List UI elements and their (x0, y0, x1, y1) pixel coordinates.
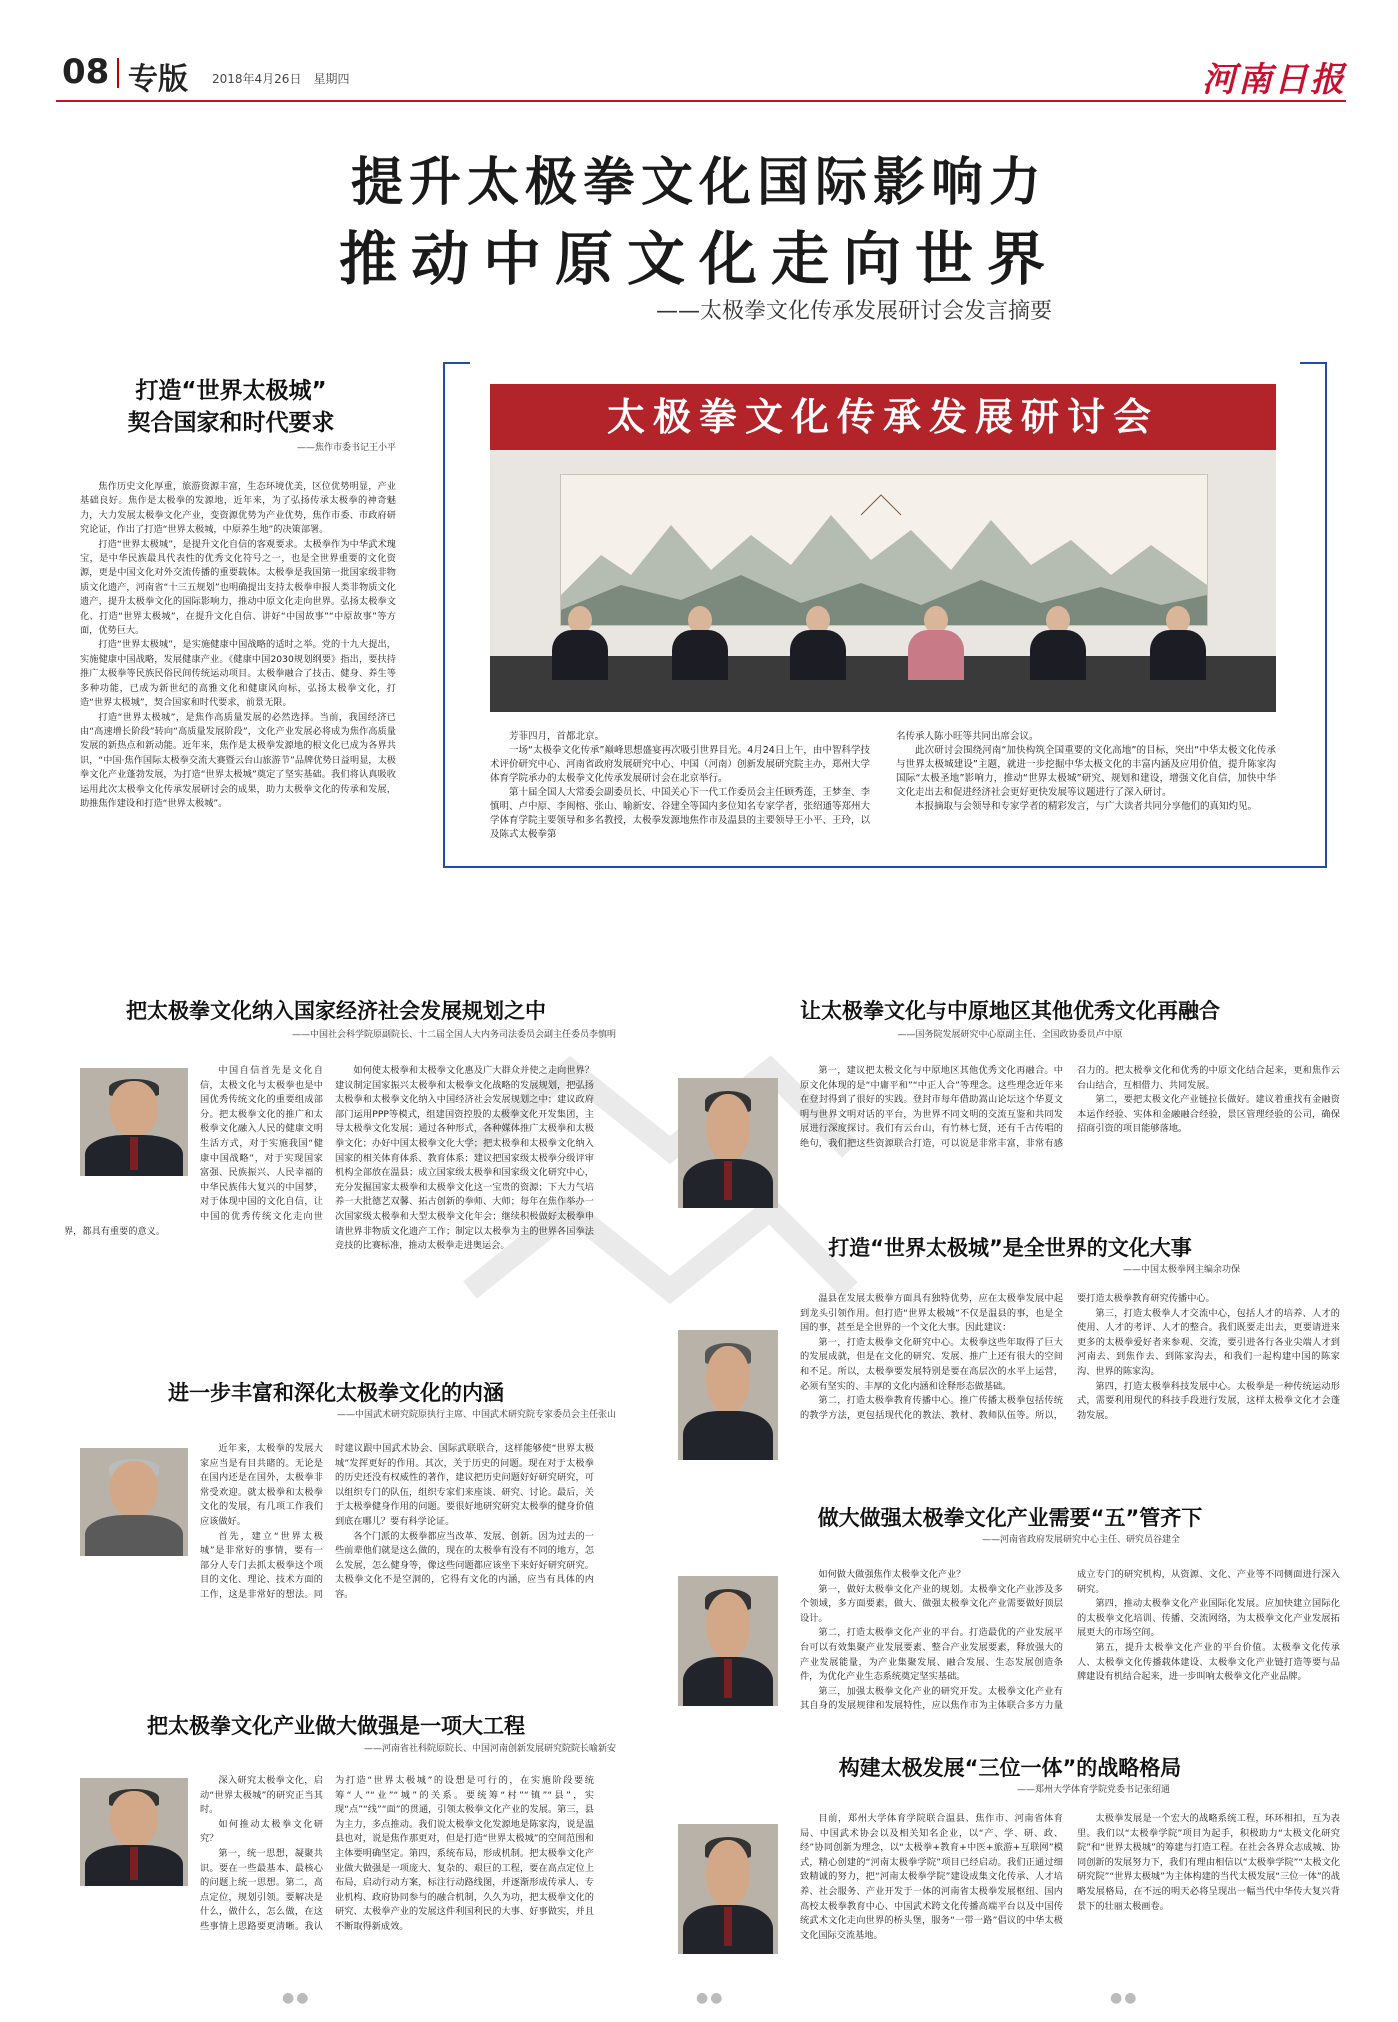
page-number: 08 (62, 52, 110, 92)
article-byline: ——国务院发展研究中心原副主任、全国政协委员卢中原 (897, 1030, 1123, 1040)
article-byline: ——中国武术研究院原执行主席、中国武术研究院专家委员会主任张山 (336, 1410, 616, 1420)
conference-banner: 太极拳文化传承发展研讨会 (490, 384, 1276, 450)
panelist (790, 606, 846, 680)
panelist (908, 606, 964, 680)
article-byline: ——中国太极拳网主编余功保 (1122, 1265, 1240, 1275)
article-title: 契合国家和时代要求 (127, 410, 335, 436)
article-body: 第一，建议把太极文化与中原地区其他优秀文化再融合。中原文化体现的是“中庸平和”“中正人合”等理念。这些理念近年来在登封得到了很好的实践。登封市每年借助嵩山论坛这个华夏文明与世界文明对话的平台，为世界不同文明的交流互鉴和共同发展进行深度探讨。我们有云台山，有竹林七贤，还有千古传唱的绝句，我们把这些资源联合打造，可以说是非常丰富，非常有感召力的。把太极拳文化和优秀的中原文化结合起来，更和焦作云台山结合，互相借力、共同发展。 第二，要把太极文化产业链拉长做好。建议着重找有金融资本运作经验、实体和金融融合经验，景区管理经验的公司，确保招商引资的项目能够落地。 (800, 1065, 1340, 1149)
article-body: 焦作历史文化厚重，旅游资源丰富，生态环境优美，区位优势明显，产业基础良好。焦作是太极拳的发源地，近年来，为了弘扬传承太极拳的神奇魅力，大力发展太极拳文化产业，变资源优势为产业优势，焦作市委、市政府研究论证，作出了打造“世界太极城，中原养生地”的决策部署。 打造“世界太极城”，是提升文化自信的客观要求。太极拳作为中华武术瑰宝，是中华民族最具代表性的优秀文化符号之一，也是全世界重要的文化资源，更是中国文化对外交流传播的重要载体。太极拳是我国第一批国家级非物质文化遗产，河南省“十三五规划”也明确提出支持太极拳申报人类非物质文化遗产，提升太极拳文化的国际影响力，推动中原文化走向世界。弘扬太极拳文化、打造“世界太极城”，在提升文化自信、讲好“中国故事”“中原故事”等方面，优势巨大。 打造“世界太极城”，是实施健康中国战略的适时之举。党的十九大提出，实施健康中国战略，发展健康产业。《健康中国2030规划纲要》指出，要扶持推广太极拳等民族民俗民间传统运动项目。太极拳融合了技击、健身、养生等多种功能，已成为新世纪的高雅文化和健康风向标，弘扬太极拳文化，打造“世界太极城”，契合国家和时代要求，前景无限。 打造“世界太极城”，是焦作高质量发展的必然选择。当前，我国经济已由“高速增长阶段”转向“高质量发展阶段”，文化产业发展必将成为焦作高质量发展的新热点和新动能。近年来，焦作是太极拳发源地的根文化已成为各界共识，“中国·焦作国际太极拳交流大赛暨云台山旅游节”品牌优势日益明显，太极拳文化产业蓬勃发展，为打造“世界太极城”奠定了坚实基础。我们将认真吸收运用此次太极拳文化传承发展研讨会的成果，助力太极拳文化的传承和发展，助推焦作建设和打造“世界太极城”。 (80, 481, 396, 809)
headline-line2: 推动中原文化走向世界 (338, 225, 1059, 293)
article-title: 构建太极发展“三位一体”的战略格局 (838, 1756, 1182, 1780)
article-body: 如何做大做强焦作太极拳文化产业？ 第一，做好太极拳文化产业的规划。太极拳文化产业涉及多个领域，多方面要素，做大、做强太极拳文化产业需要做好顶层设计。 第二，打造太极拳文化产业的平台。打造最优的产业发展平台可以有效集聚产业发展要素、整合产业发展要素，释放强大的产业发展能量，为产业集聚发展、融合发展、生态发展创造条件，为优化产业生态系统奠定坚实基础。 第三，加强太极拳文化产业的研究开发。太极拳文化产业有其自身的发展规律和发展特性，应以焦作市为主体联合多方力量成立专门的研究机构，从资源、文化、产业等不同侧面进行深入研究。 第四，推动太极拳文化产业国际化发展。应加快建立国际化的太极拳文化培训、传播、交流网络，为太极拳文化产业发展拓展更大的市场空间。 第五，提升太极拳文化产业的平台价值。太极拳文化传承人、太极拳文化传播载体建设、太极拳文化产业链打造等要与品牌建设有机结合起来，进一步叫响太极拳文化产业品牌。 (800, 1569, 1340, 1712)
article-byline: ——焦作市委书记王小平 (296, 443, 396, 453)
page-dots: ●● (1110, 1990, 1139, 2006)
issue-date: 2018年4月26日 星期四 (212, 72, 350, 86)
article-body: 温县在发展太极拳方面具有独特优势，应在太极拳发展中起到龙头引领作用。但打造“世界太极城”不仅是温县的事，也是全国的事，甚至是全世界的一个文化大事。因此建议： 第一，打造太极拳文化研究中心。太极拳这些年取得了巨大的发展成就，但是在文化的研究、发展、推广上还有很大的空间和不足。所以，太极拳要发展特别是要在高层次的水平上运营，必须有坚实的、丰厚的文化内涵和诠释形态做基础。 第二，打造太极拳教育传播中心。推广传播太极拳包括传统的教学方法，更包括现代化的教法、教材、教师队伍等。所以，要打造太极拳教育研究传播中心。 第三，打造太极拳人才交流中心，包括人才的培养、人才的使用、人才的考评、人才的整合。我们既要走出去，更要请进来更多的太极拳爱好者来参观、交流，要引进各行各业尖端人才到河南去、到焦作去、到陈家沟去，和我们一起构建中国的陈家沟、世界的陈家沟。 第四，打造太极拳科技发展中心。太极拳是一种传统运动形式，需要利用现代的科技手段进行发展，这样太极拳文化才会蓬勃发展。 (800, 1293, 1340, 1421)
section-name: 专版 (128, 62, 188, 97)
article-title: 让太极拳文化与中原地区其他优秀文化再融合 (800, 999, 1220, 1023)
photo-spacer (64, 1774, 200, 1924)
speaker-photo (678, 1078, 778, 1208)
article-body: 中国自信首先是文化自信，太极文化与太极拳也是中国优秀传统文化的重要组成部分。把太极拳文化的推广和太极拳文化融入人民的健康文明生活方式，对于实施我国“健康中国战略”，对于实现国家富强、民族振兴、人民幸福的中华民族伟大复兴的中国梦，对于体现中国的文化自信，让中国的优秀传统文化走向世界，都具有重要的意义。 如何使太极拳和太极拳文化惠及广大群众并使之走向世界？建议制定国家振兴太极拳和太极拳文化战略的发展规划，把弘扬太极拳和太极拳文化纳入中国经济社会发展规划之中；建议政府部门运用PPP等模式，组建国资控股的太极拳文化开发集团，主导太极拳文化发展；通过各种形式，各种媒体推广太极拳和太极拳文化；办好中国太极拳文化大学；把太极拳和太极拳文化纳入国家的相关体育体系、教育体系；建议把国家级太极拳分级评审机构全部放在温县；成立国家级太极拳和国家级文化研究中心，充分发掘国家太极拳和太极拳文化这一宝贵的资源；下大力气培养一大批德艺双馨、拓古创新的拳师、大师；每年在焦作举办一次国家级太极拳和大型太极拳文化年会；继续积极做好太极拳申请世界非物质文化遗产工作；制定以太极拳为主的世界各国拳法竞技的比赛标准，推动太极拳走进奥运会。 (64, 1065, 594, 1252)
article-byline: ——河南省政府发展研究中心主任、研究员谷建全 (981, 1535, 1180, 1545)
article-title: 打造“世界太极城” (135, 378, 327, 404)
article-title: 打造“世界太极城”是全世界的文化大事 (828, 1236, 1192, 1260)
article-title: 进一步丰富和深化太极拳文化的内涵 (168, 1381, 504, 1405)
article-byline: ——中国社会科学院原副院长、十二届全国人大内务司法委员会副主任委员李慎明 (291, 1030, 616, 1040)
headline-line1: 提升太极拳文化国际影响力 (350, 152, 1047, 213)
article-body: 近年来，太极拳的发展大家应当是有目共睹的。无论是在国内还是在国外，太极拳非常受欢迎。就太极拳和太极拳文化的发展，有几项工作我们应该做好。 首先，建立“世界太极城”是非常好的事情，要有一部分人专门去抓太极拳这个项目的文化、理论、技术方面的工作，这是非常好的想法。同时建议跟中国武术协会、国际武联联合，这样能够使“世界太极城”发挥更好的作用。其次，关于历史的问题。现在对于太极拳的历史还没有权威性的著作，建议把历史问题好好研究研究，可以组织专门的队伍，组织专家们来座谈、研究、讨论。最后，关于太极拳健身作用的问题。要很好地研究研究太极拳的健身价值到底在哪儿？要有科学论证。 各个门派的太极拳都应当改革、发展、创新。因为过去的一些前辈他们就是这么做的，现在的太极拳有没有不同的地方，怎么发展，怎么健身等，像这些问题都应该坐下来好好研究研究。太极拳文化不是空洞的，它得有文化的内涵，应当有具体的内容。 (64, 1442, 594, 1662)
header-rule (56, 100, 1346, 102)
article-title: 把太极拳文化纳入国家经济社会发展规划之中 (126, 999, 546, 1023)
page-dots: ●● (282, 1990, 311, 2006)
intro-text: 芳菲四月，首都北京。 一场“太极拳文化传承”巅峰思想盛宴再次吸引世界目光。4月24日上午，由中智科学技术评价研究中心、河南省政府发展研究中心、中国（河南）创新发展研究院主办，郑州大学体育学院承办的太极拳文化传承发展研讨会在北京举行。 第十届全国人大常委会副委员长、中国关心下一代工作委员会主任顾秀莲，王梦奎、李慎明、卢中原、李闽榕、张山、喻新安、谷建全等国内多位知名专家学者，张绍通等郑州大学体育学院主要领导和多名教授，太极拳发源地焦作市及温县的主要领导王小平、王玲，以及陈式太极拳第 名传承人陈小旺等共同出席会议。 此次研讨会围绕河南“加快构筑全国重要的文化高地”的目标，突出“中华太极文化传承与世界太极城建设”主题，就进一步挖掘中华太极文化的丰富内涵及应用价值，提升陈家沟国际“太极圣地”影响力，推动“世界太极城”研究、规划和建设，增强文化自信，加快中华文化走出去和促进经济社会更好更快发展等议题进行了深入研讨。 本报摘取与会领导和专家学者的精彩发言，与广大读者共同分享他们的真知灼见。 (490, 731, 1276, 840)
panelist (672, 606, 728, 680)
article-title: 做大做强太极拳文化产业需要“五”管齐下 (817, 1506, 1203, 1530)
article-byline: ——郑州大学体育学院党委书记张绍通 (1016, 1785, 1170, 1795)
panelist (1030, 606, 1086, 680)
frame-gap-top (470, 358, 1300, 368)
photo-spacer (64, 1064, 200, 1214)
photo-spacer (64, 1442, 200, 1592)
panelist (1150, 606, 1206, 680)
header-divider (117, 58, 119, 88)
speaker-photo (678, 1330, 778, 1460)
article-title: 把太极拳文化产业做大做强是一项大工程 (147, 1714, 525, 1738)
conference-photo (490, 384, 1276, 712)
headline-subtitle: ——太极拳文化传承发展研讨会发言摘要 (655, 299, 1052, 324)
article-byline: ——河南省社科院原院长、中国河南创新发展研究院院长喻新安 (363, 1744, 616, 1754)
landscape-painting (560, 474, 1208, 626)
speaker-photo (678, 1576, 778, 1706)
page-dots: ●● (696, 1990, 725, 2006)
panelist (552, 606, 608, 680)
newspaper-logo: 河南日报 (1202, 60, 1346, 100)
article-body: 目前，郑州大学体育学院联合温县、焦作市、河南省体育局、中国武术协会以及相关知名企业，以“产、学、研、政、经”协同创新为理念，以“太极拳+教育+中医+旅游+互联网”模式，精心创建的“河南太极拳学院”项目已经启动。我们正通过细致精诚的努力，把“河南太极拳学院”建设成集文化传承、人才培养、社会服务、产业开发于一体的河南省太极拳发展枢纽、国内高校太极拳教育中心、中国武术跨文化传播高端平台以及中国传统武术文化走向世界的桥头堡，服务“一带一路”倡议的中华太极文化国际交流基地。 太极拳发展是一个宏大的战略系统工程，环环相扣，互为表里。我们以“太极拳学院”项目为起手，积极助力“太极文化研究院”和“世界太极城”的筹建与打造工程。在社会各界众志成城、协同创新的发展努力下，我们有理由相信以“太极拳学院”“太极文化研究院”“世界太极城”为主体构建的当代太极发展“三位一体”的战略发展格局，在不远的明天必将呈现出一幅当代中华传大复兴背景下的壮丽太极画卷。 (800, 1813, 1340, 1941)
speaker-photo (678, 1824, 778, 1954)
article-body: 深入研究太极拳文化，启动“世界太极城”的研究正当其时。 如何推动太极拳文化研究？ 第一，统一思想，凝聚共识。要在一些最基本、最核心的问题上统一思想。第二，高点定位，规划引领。要解决是什么，做什么，怎么做，在这些事情上思路要更清晰。我认为打造“世界太极城”的设想是可行的，在实施阶段要统筹“人”“业”“城”的关系。要统筹“村”“镇”“县”，实现“点”“线”“面”的贯通，引领太极拳文化产业的发展。第三，县为主力，多点推动。我们说太极拳文化发源地是陈家沟，说是温县也对，说是焦作那更对，但是打造“世界太极城”的空间范围和主体要明确坚定。第四，系统布局，形成机制。把太极拳文化产业做大做强是一项庞大、复杂的、艰巨的工程，要在高点定位上布局，启动行动方案，标注行动路线图，并逐渐形成传承人、专业机构、政府协同参与的融合机制，久久为功，把太极拳文化的研究、太极拳产业的发展这件利国利民的大事、好事做实，并且不断取得新成效。 (64, 1774, 594, 1974)
